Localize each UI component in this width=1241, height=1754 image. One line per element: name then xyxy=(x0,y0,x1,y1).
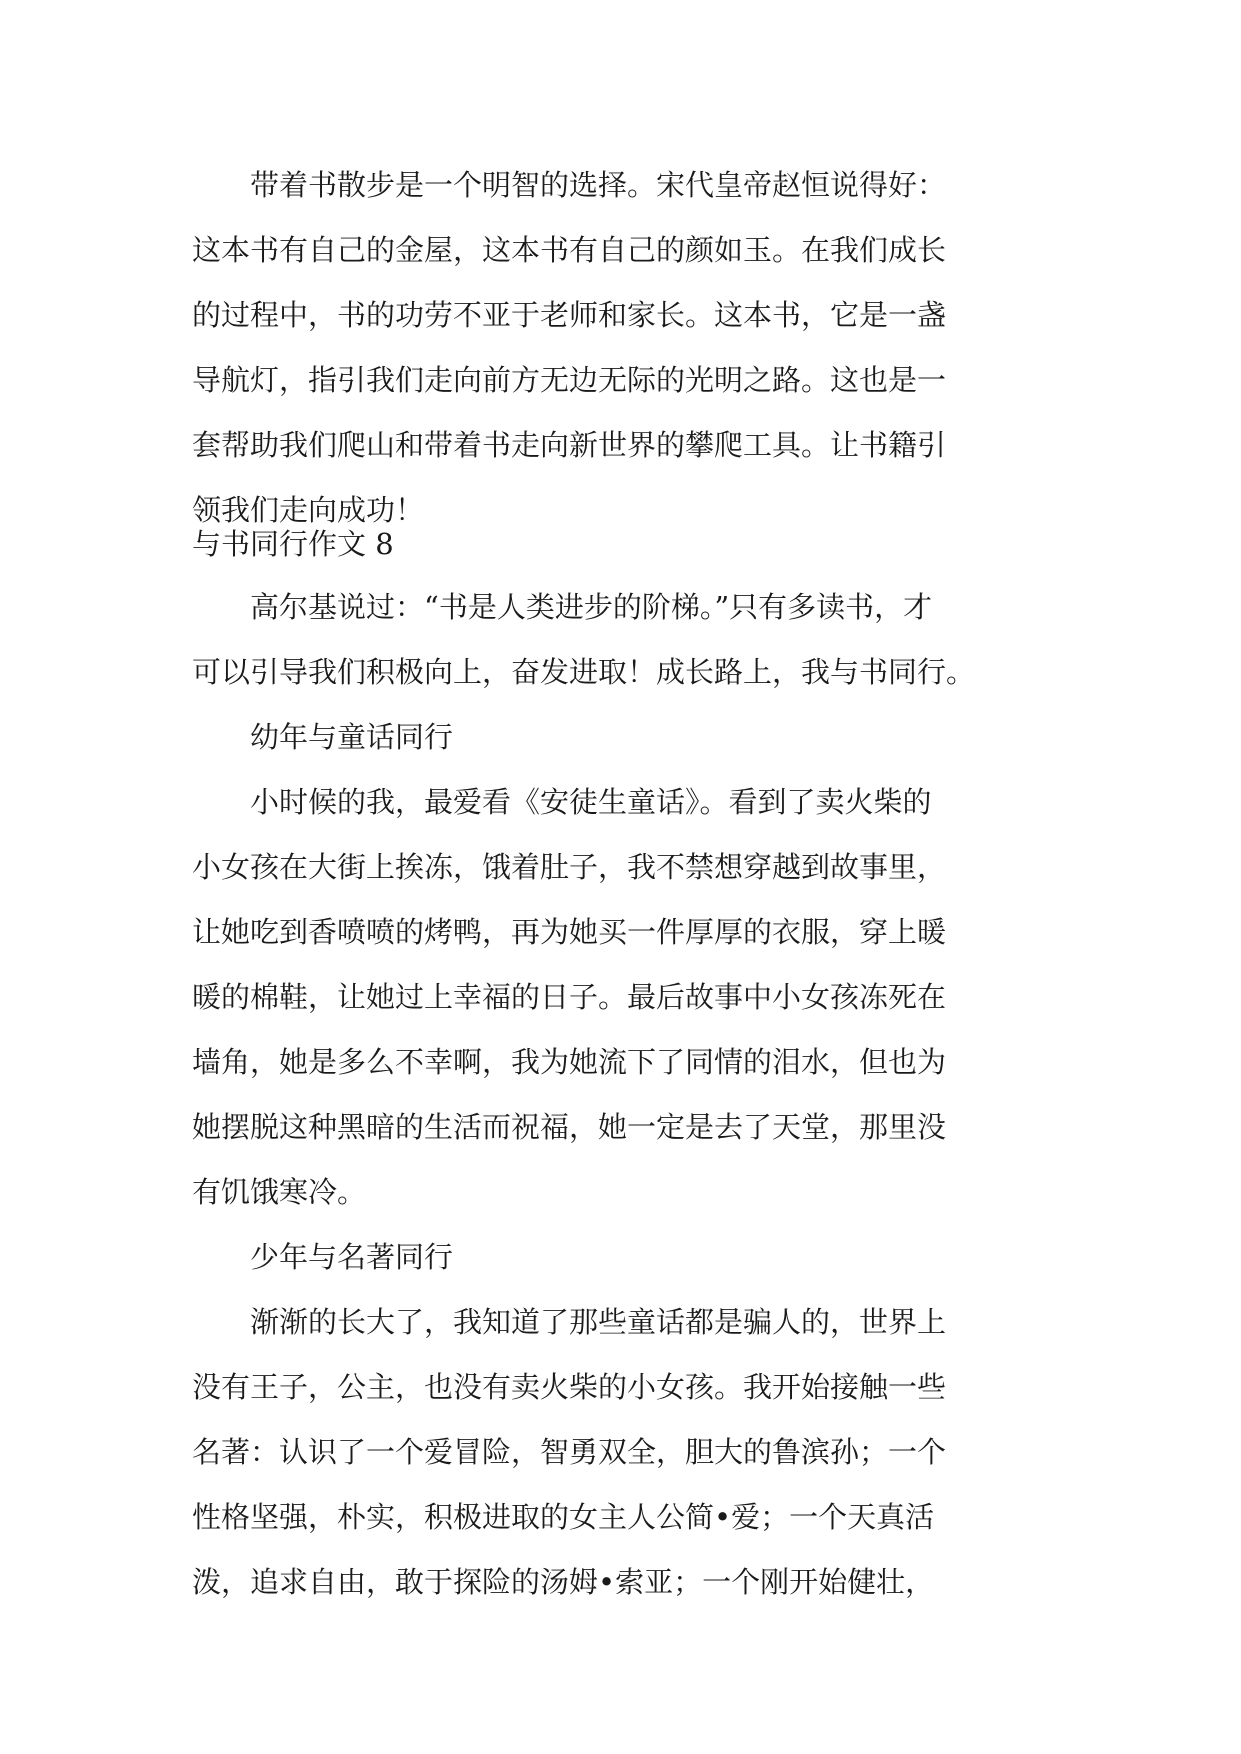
paragraph-line: 可以引导我们积极向上，奋发进取！成长路上，我与书同行。 xyxy=(192,655,976,689)
section1-body xyxy=(192,153,1052,543)
paragraph-line: 渐渐的长大了，我知道了那些童话都是骗人的，世界上 xyxy=(192,1305,947,1339)
paragraph-line: 领我们走向成功！ xyxy=(192,493,425,527)
paragraph-line: 套帮助我们爬山和带着书走向新世界的攀爬工具。让书籍引 xyxy=(192,428,947,462)
subheading: 幼年与童话同行 xyxy=(192,720,454,754)
paragraph-line: 性格坚强，朴实，积极进取的女主人公简•爱；一个天真活 xyxy=(192,1500,935,1534)
paragraph-line: 的过程中，书的功劳不亚于老师和家长。这本书，它是一盏 xyxy=(192,298,947,332)
paragraph-line: 墙角，她是多么不幸啊，我为她流下了同情的泪水，但也为 xyxy=(192,1045,947,1079)
paragraph-line: 有饥饿寒冷。 xyxy=(192,1175,367,1209)
paragraph-line: 高尔基说过：“书是人类进步的阶梯。”只有多读书，才 xyxy=(192,590,933,624)
paragraph-line: 没有王子，公主，也没有卖火柴的小女孩。我开始接触一些 xyxy=(192,1370,947,1404)
section2-body xyxy=(192,575,1052,1615)
paragraph-line: 这本书有自己的金屋，这本书有自己的颜如玉。在我们成长 xyxy=(192,233,947,267)
paragraph-line: 她摆脱这种黑暗的生活而祝福，她一定是去了天堂，那里没 xyxy=(192,1110,947,1144)
paragraph-line: 导航灯，指引我们走向前方无边无际的光明之路。这也是一 xyxy=(192,363,947,397)
paragraph-line: 让她吃到香喷喷的烤鸭，再为她买一件厚厚的衣服，穿上暖 xyxy=(192,915,947,949)
paragraph-line: 小时候的我，最爱看《安徒生童话》。看到了卖火柴的 xyxy=(192,785,932,819)
section-title: 与书同行作文 8 xyxy=(192,527,394,561)
paragraph-line: 小女孩在大街上挨冻，饿着肚子，我不禁想穿越到故事里， xyxy=(192,850,947,884)
subheading: 少年与名著同行 xyxy=(192,1240,454,1274)
paragraph-line: 带着书散步是一个明智的选择。宋代皇帝赵恒说得好： xyxy=(192,168,947,202)
paragraph-line: 泼，追求自由，敢于探险的汤姆•索亚；一个刚开始健壮， xyxy=(192,1565,935,1599)
paragraph-line: 暖的棉鞋，让她过上幸福的日子。最后故事中小女孩冻死在 xyxy=(192,980,947,1014)
paragraph-line: 名著：认识了一个爱冒险，智勇双全，胆大的鲁滨孙；一个 xyxy=(192,1435,947,1469)
